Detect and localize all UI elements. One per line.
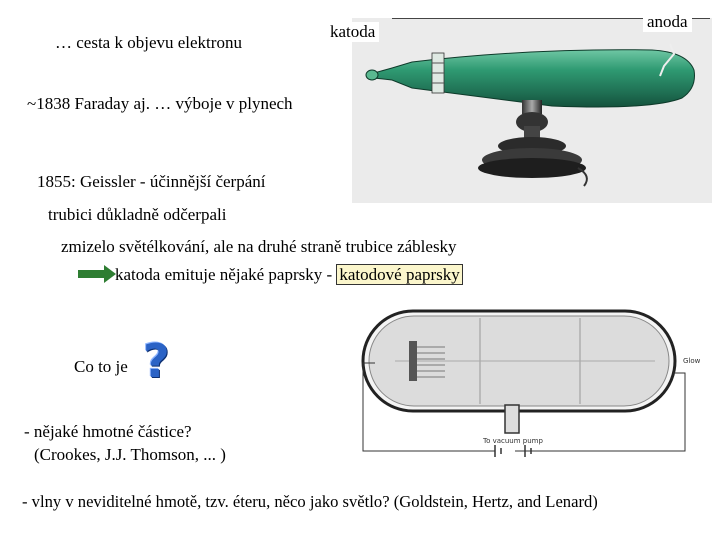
katodove-paprsky-highlight: katodové paprsky bbox=[336, 264, 462, 285]
option-particles: - nějaké hmotné částice? bbox=[24, 422, 192, 441]
crookes-tube-photo bbox=[352, 18, 712, 203]
label-vacuum-pump: To vacuum pump bbox=[483, 437, 543, 445]
label-glow: Glow bbox=[683, 357, 701, 365]
slide-title: … cesta k objevu elektronu bbox=[55, 33, 242, 52]
line-faraday: ~1838 Faraday aj. … výboje v plynech bbox=[27, 94, 297, 114]
option-waves: - vlny v neviditelné hmotě, tzv. éteru, něco jako světlo? (Goldstein, Hertz, and Lenard) bbox=[22, 492, 598, 511]
tube-illustration bbox=[352, 18, 712, 203]
line-katoda-emituje bbox=[115, 265, 463, 285]
line-geissler: 1855: Geissler - účinnější čerpání bbox=[37, 172, 266, 191]
line-zmizelo: zmizelo světélkování, ale na druhé straně trubice záblesky bbox=[61, 237, 457, 256]
line-odcerpali: trubici důkladně odčerpali bbox=[48, 205, 227, 224]
option-particles-authors: (Crookes, J.J. Thomson, ... ) bbox=[34, 445, 226, 464]
cathode-ray-tube-diagram bbox=[355, 303, 713, 468]
question-mark-icon: ? bbox=[143, 334, 170, 388]
label-katoda: katoda bbox=[326, 22, 379, 42]
right-arrow-icon bbox=[78, 264, 118, 284]
line-katoda-prefix: katoda emituje nějaké paprsky - bbox=[115, 265, 337, 284]
label-anoda: anoda bbox=[643, 12, 692, 32]
question-text: Co to je bbox=[74, 357, 128, 376]
